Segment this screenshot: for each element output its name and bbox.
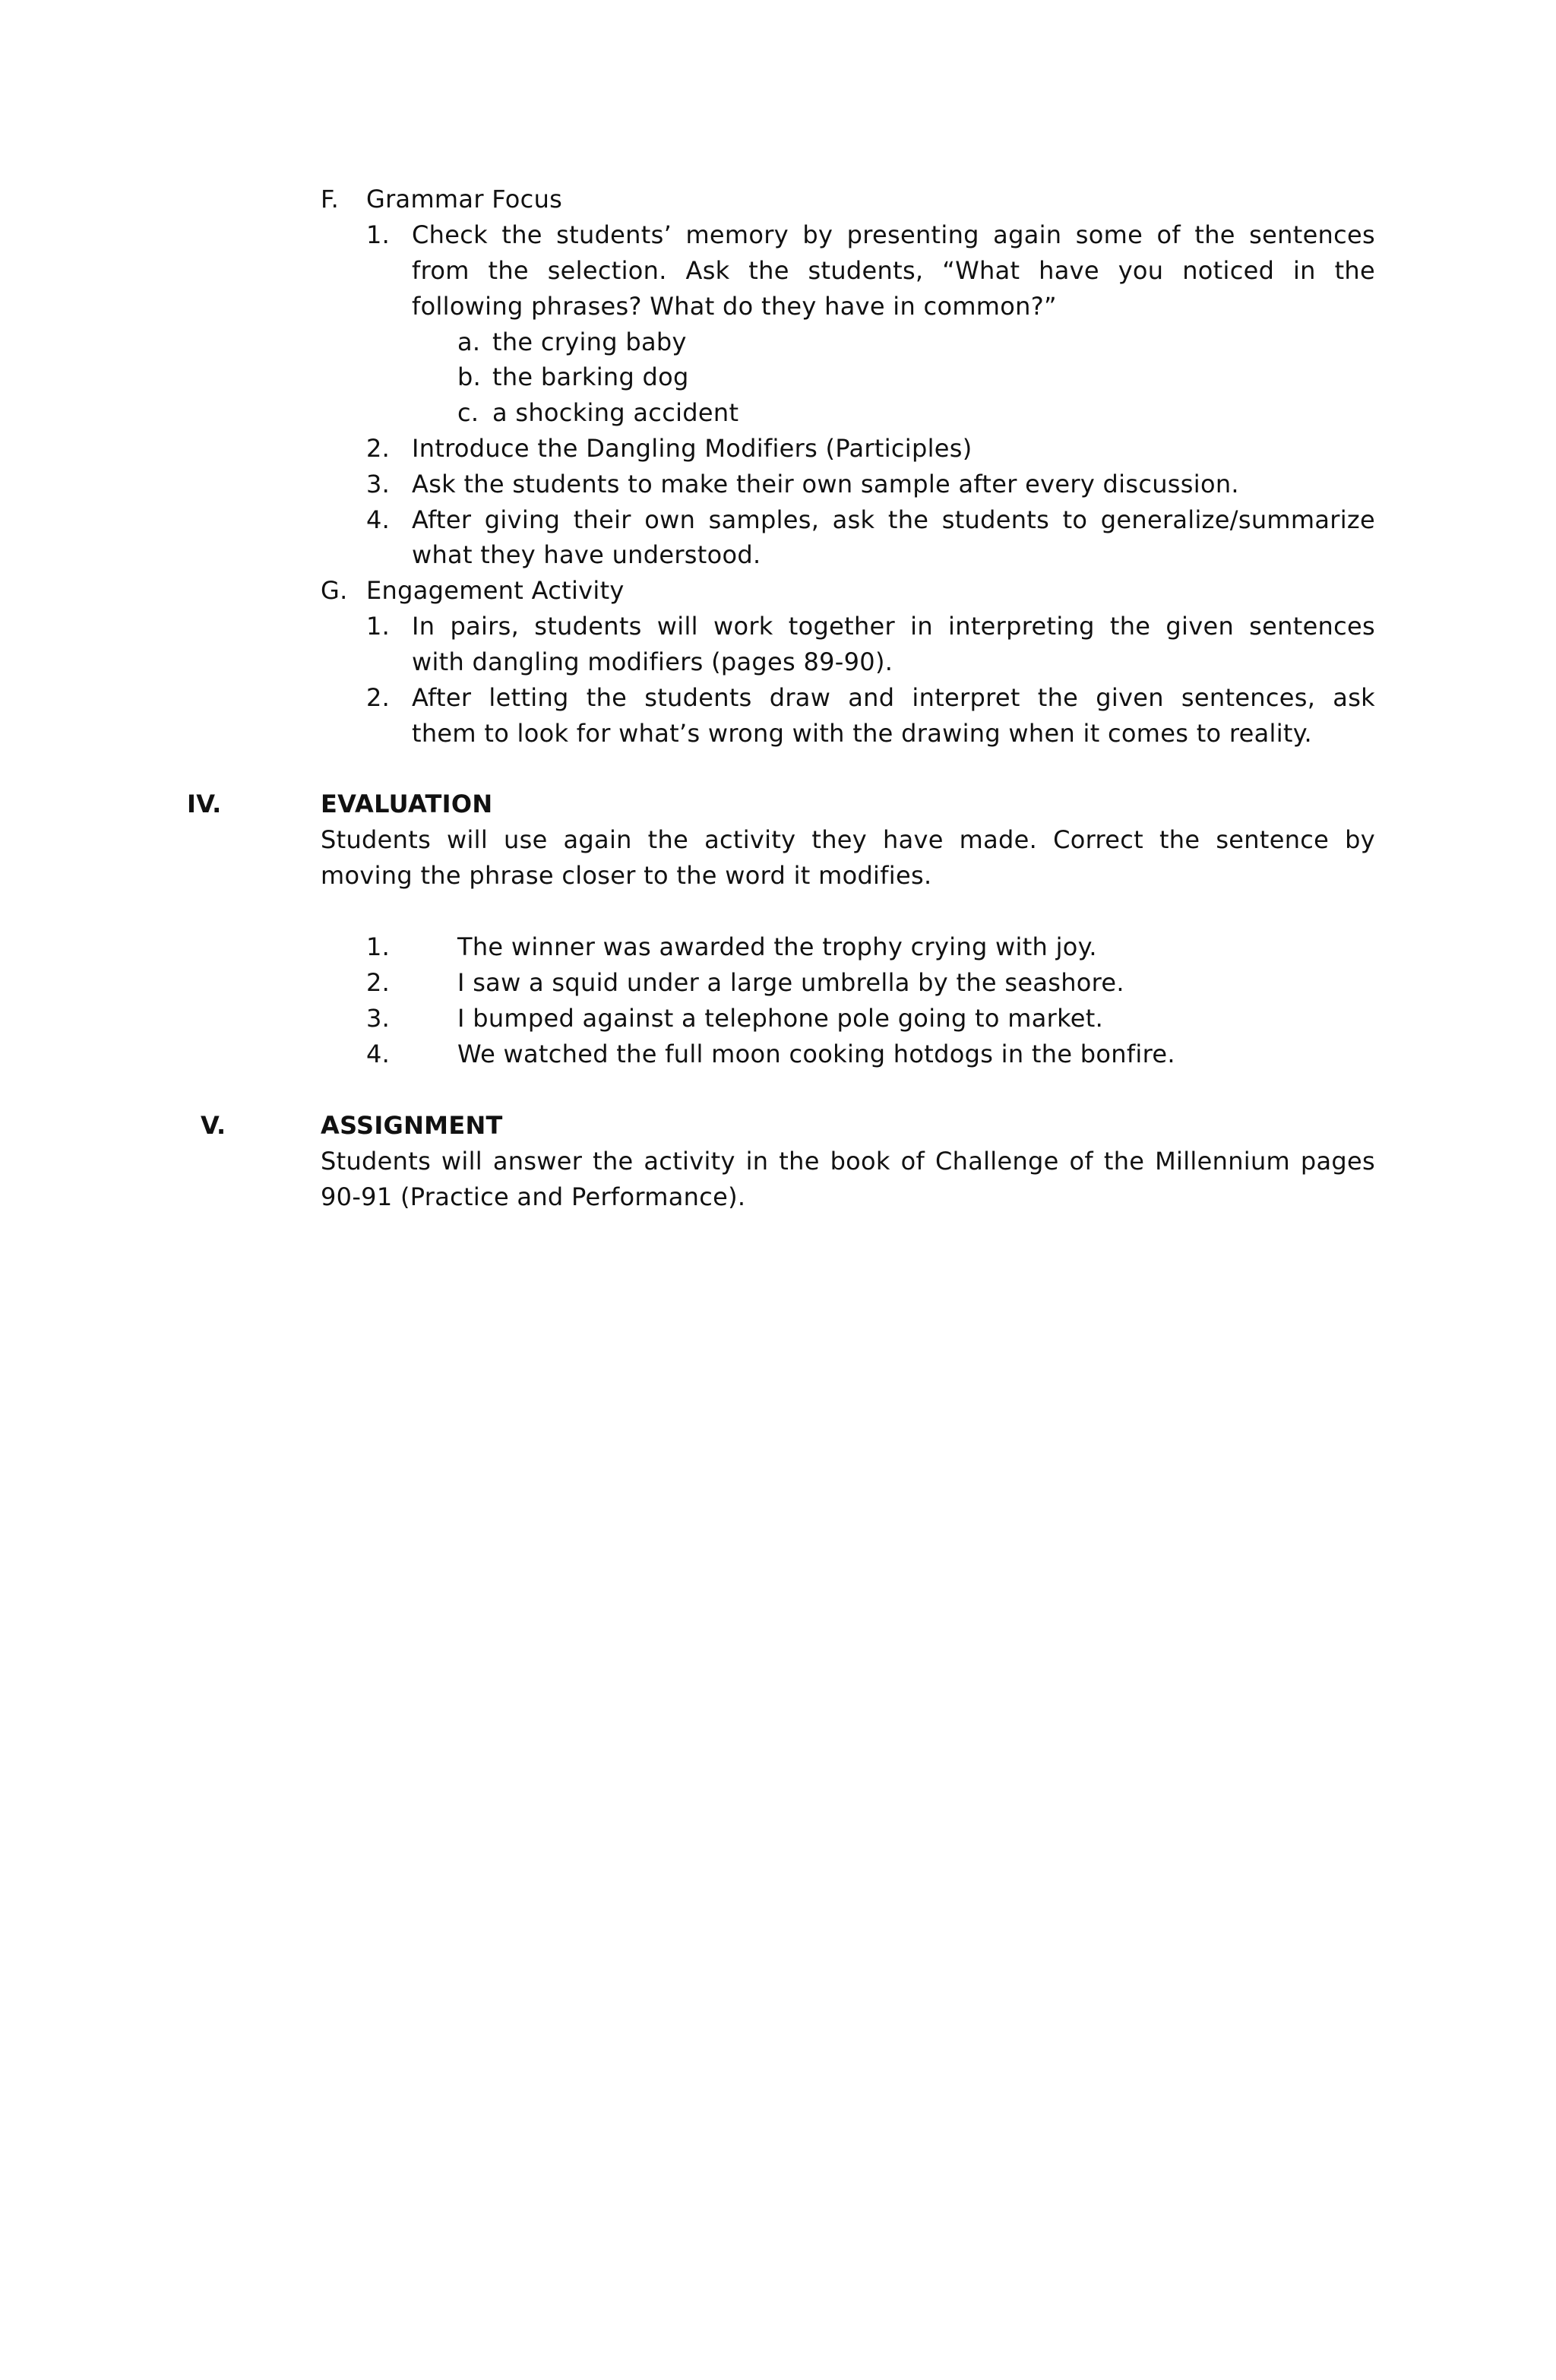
- section-v-numeral: V.: [201, 1111, 226, 1140]
- list-item-text: with dangling modifiers (pages 89-90).: [412, 647, 893, 676]
- list-number: 2.: [366, 434, 391, 463]
- list-number: 1.: [366, 932, 391, 961]
- list-item-text: Introduce the Dangling Modifiers (Participles): [412, 434, 972, 463]
- sub-list-marker: c.: [457, 398, 479, 427]
- list-number: 1.: [366, 612, 391, 641]
- list-item-text: In pairs, students will work together in interpreting the given sentences: [412, 612, 1375, 641]
- list-item-text: Ask the students to make their own sample after every discussion.: [412, 470, 1239, 498]
- list-item-text: The winner was awarded the trophy crying with joy.: [457, 932, 1097, 961]
- list-number: 2.: [366, 968, 391, 997]
- list-item-text: what they have understood.: [412, 540, 761, 569]
- section-f-marker: F.: [321, 185, 340, 214]
- section-iv-title: EVALUATION: [321, 790, 493, 818]
- list-number: 3.: [366, 1004, 391, 1033]
- sub-list-item: the barking dog: [492, 362, 689, 391]
- list-number: 2.: [366, 683, 391, 712]
- section-iv-numeral: IV.: [187, 790, 222, 818]
- list-item-text: After giving their own samples, ask the students to generalize/summarize: [412, 505, 1375, 534]
- list-item-text: following phrases? What do they have in common?”: [412, 292, 1057, 321]
- section-v-title: ASSIGNMENT: [321, 1111, 503, 1140]
- sub-list-item: a shocking accident: [492, 398, 739, 427]
- list-number: 4.: [366, 1040, 391, 1068]
- list-item-text: I bumped against a telephone pole going to market.: [457, 1004, 1104, 1033]
- sub-list-marker: a.: [457, 328, 481, 356]
- list-item-text: After letting the students draw and interpret the given sentences, ask: [412, 683, 1375, 712]
- list-item-text: from the selection. Ask the students, “What have you noticed in the: [412, 256, 1375, 285]
- section-f-title: Grammar Focus: [366, 185, 563, 214]
- section-v-instructions: 90-91 (Practice and Performance).: [321, 1182, 746, 1211]
- list-item-text: Check the students’ memory by presenting again some of the sentences: [412, 220, 1375, 249]
- list-item-text: We watched the full moon cooking hotdogs in the bonfire.: [457, 1040, 1175, 1068]
- section-iv-instructions: Students will use again the activity they have made. Correct the sentence by: [321, 825, 1375, 854]
- list-number: 3.: [366, 470, 391, 498]
- list-number: 4.: [366, 505, 391, 534]
- list-number: 1.: [366, 220, 391, 249]
- section-v-instructions: Students will answer the activity in the book of Challenge of the Millennium pages: [321, 1147, 1375, 1176]
- section-g-marker: G.: [321, 576, 348, 605]
- list-item-text: them to look for what’s wrong with the drawing when it comes to reality.: [412, 719, 1312, 748]
- section-iv-instructions: moving the phrase closer to the word it modifies.: [321, 861, 932, 890]
- section-g-title: Engagement Activity: [366, 576, 625, 605]
- sub-list-marker: b.: [457, 362, 482, 391]
- sub-list-item: the crying baby: [492, 328, 687, 356]
- list-item-text: I saw a squid under a large umbrella by the seashore.: [457, 968, 1124, 997]
